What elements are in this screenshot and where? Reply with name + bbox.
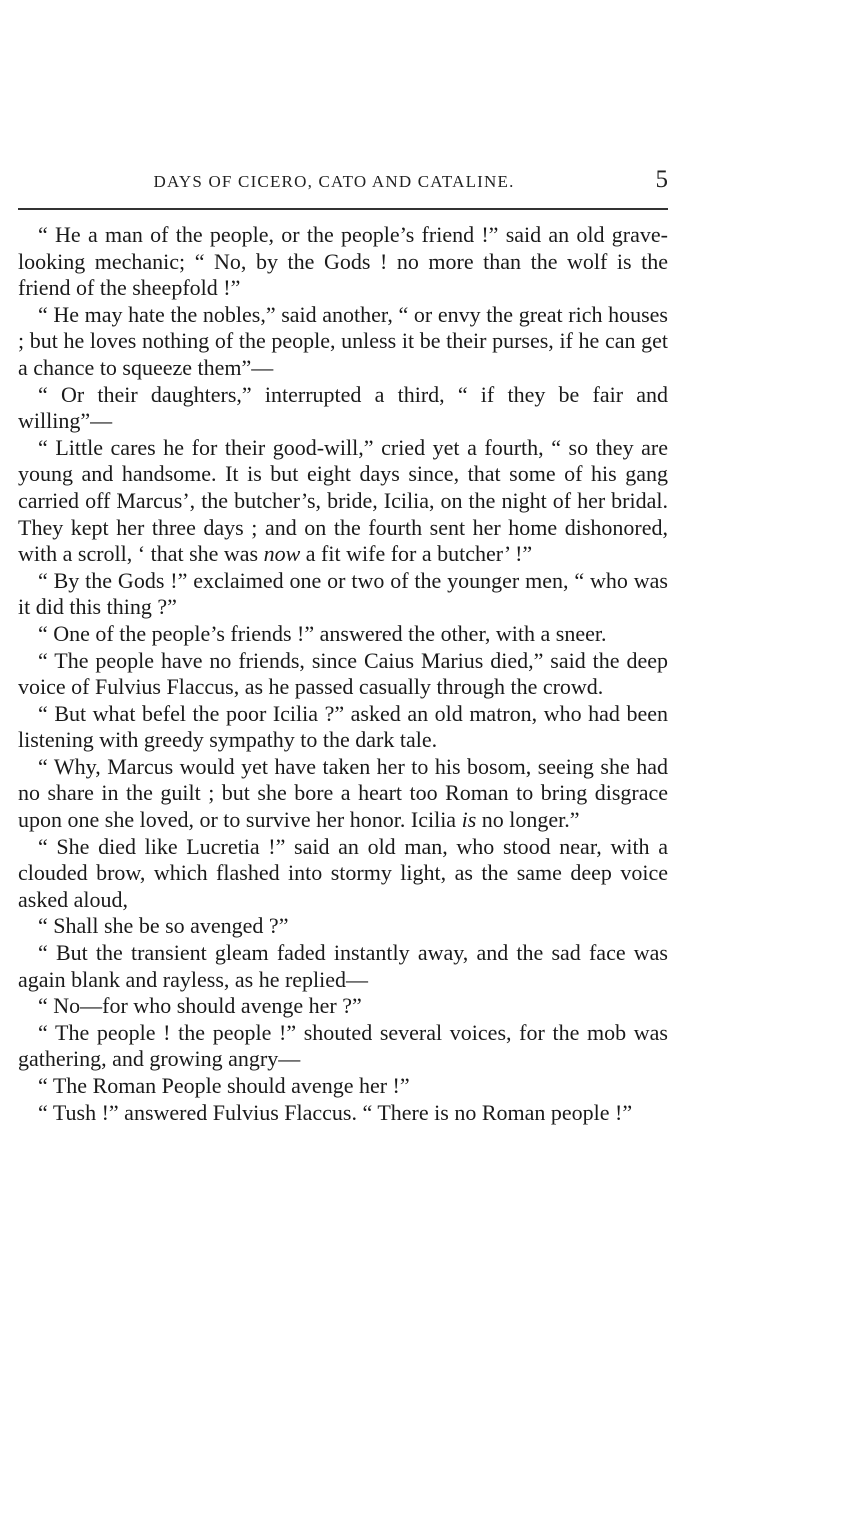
paragraph: “ The people have no friends, since Caius Marius died,” said the deep voice of Fulvius Flaccus, as he passed casually through the crowd. xyxy=(18,647,668,700)
paragraph: “ One of the people’s friends !” answered the other, with a sneer. xyxy=(38,620,607,646)
running-title: DAYS OF CICERO, CATO AND CATALINE. xyxy=(153,172,515,191)
paragraph: “ Or their daughters,” interrupted a third, “ if they be fair and willing”— xyxy=(18,381,668,434)
header-rule xyxy=(18,208,668,210)
paragraph: “ She died like Lucretia !” said an old man, who stood near, with a clouded brow, which flashed into stormy light, as the same deep voice asked aloud, xyxy=(18,833,668,912)
emphasis-text: now xyxy=(263,541,301,567)
emphasis-text: is xyxy=(461,807,477,833)
paragraph: “ But what befel the poor Icilia ?” asked an old matron, who had been listening with greedy sympathy to the dark tale. xyxy=(18,700,668,753)
paragraph: “ Shall she be so avenged ?” xyxy=(38,913,289,939)
paragraph: “ But the transient gleam faded instantly away, and the sad face was again blank and rayless, as he replied— xyxy=(18,940,668,992)
body-text xyxy=(18,222,668,1126)
paragraph: “ Little cares he for their good-will,” cried yet a fourth, “ so they are young and handsome. It is but eight days since, that some of his gang carried off Marcus’, the butcher’s, bride, Icilia, on the night of her bridal. They kept her three days ; and on the fourth sent her home dishonored, with a scroll, ‘ that she was now a fit wife for a butcher’ !” xyxy=(18,434,668,567)
paragraph: “ Why, Marcus would yet have taken her to his bosom, seeing she had no share in the guilt ; but she bore a heart too Roman to bring disgrace upon one she loved, or to survive her honor. Icilia is no longer.” xyxy=(18,753,668,833)
paragraph: “ He a man of the people, or the people’s friend !” said an old grave-looking mechanic; “ No, by the Gods ! no more than the wolf is the friend of the sheepfold !” xyxy=(18,222,668,301)
paragraph: “ No—for who should avenge her ?” xyxy=(38,993,362,1019)
page-number: 5 xyxy=(655,166,668,193)
paragraph: “ The people ! the people !” shouted several voices, for the mob was gathering, and growing angry— xyxy=(18,1019,668,1072)
paragraph: “ Tush !” answered Fulvius Flaccus. “ There is no Roman people !” xyxy=(38,1099,633,1125)
paragraph: “ He may hate the nobles,” said another, “ or envy the great rich houses ; but he loves nothing of the people, unless it be their purses, if he can get a chance to squeeze them”— xyxy=(18,301,668,380)
paragraph: “ By the Gods !” exclaimed one or two of the younger men, “ who was it did this thing ?” xyxy=(18,567,668,620)
running-head xyxy=(18,166,668,202)
paragraph: “ The Roman People should avenge her !” xyxy=(38,1073,410,1098)
